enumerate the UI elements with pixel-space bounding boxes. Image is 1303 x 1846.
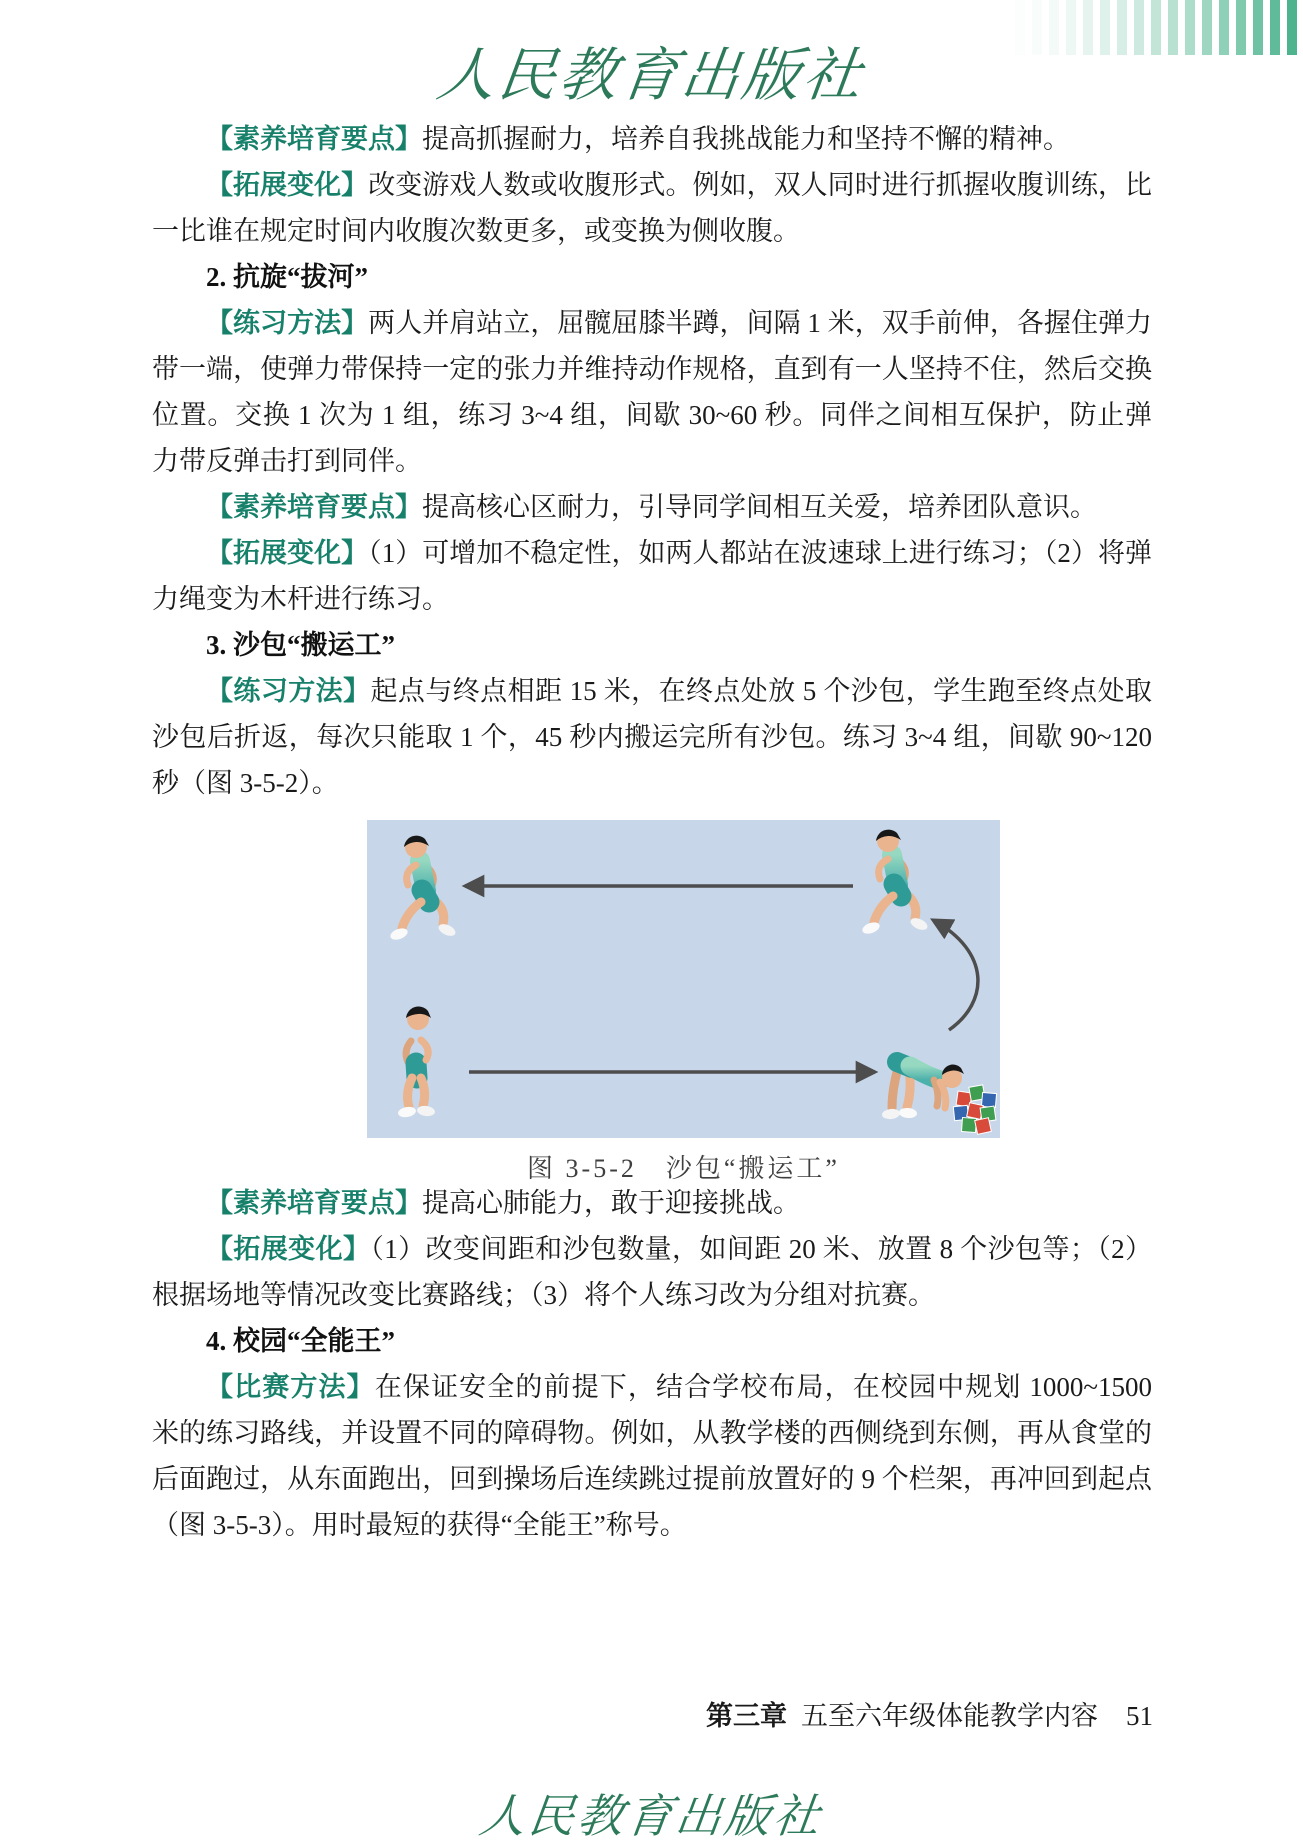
publisher-logo-top: 人民教育出版社 [433,43,869,108]
publisher-logo-bottom: 人民教育出版社 [476,1791,826,1842]
gradient-bar [1100,0,1110,55]
paragraph [152,484,1152,530]
paragraph-tag: 【拓展变化】 [206,1234,371,1264]
chapter-title: 五至六年级体能教学内容 [801,1701,1098,1731]
section-heading: 4. 校园“全能王” [206,1326,395,1356]
gradient-bar [1032,0,1042,55]
page-number: 51 [1126,1701,1153,1731]
paragraph-tag: 【练习方法】 [206,308,369,338]
header-gradient-bars [1015,0,1297,55]
paragraph-tag: 【比赛方法】 [206,1372,375,1402]
text-column-lower [152,1180,1152,1548]
paragraph [152,1226,1152,1318]
paragraph-text: 改变游戏人数或收腹形式。例如，双人同时进行抓握收腹训练，比一比谁在规定时间内收腹次数更多，或变换为侧收腹。 [152,170,1153,246]
paragraph-text: 在保证安全的前提下，结合学校布局，在校园中规划 1000~1500 米的练习路线，并设置不同的障碍物。例如，从教学楼的西侧绕到东侧，再从食堂的后面跑过，从东面跑出，回到操场后连续跳过提前放置好的 9 个栏架，再冲回到起点（图 3-5-3）。用时最短的获得“全能王”称号。 [152,1372,1153,1540]
gradient-bar [1134,0,1144,55]
gradient-bar [1151,0,1161,55]
paragraph [152,530,1152,622]
paragraph-text: 提高抓握耐力，培养自我挑战能力和坚持不懈的精神。 [422,124,1070,154]
paragraph [152,1180,1152,1226]
figure-3-5-2 [367,820,1000,1184]
paragraph-text: 起点与终点相距 15 米，在终点处放 5 个沙包，学生跑至终点处取沙包后折返，每次只能取 1 个，45 秒内搬运完所有沙包。练习 3~4 组，间歇 90~120 秒（图 3-5-2）。 [152,676,1153,798]
paragraph [152,162,1152,254]
sandbag-carrier-diagram [367,820,1000,1138]
section-heading: 3. 沙包“搬运工” [206,630,395,660]
paragraph [152,1364,1152,1548]
section-heading: 2. 抗旋“拔河” [206,262,368,292]
paragraph [152,668,1152,806]
gradient-bar [1287,0,1297,55]
page-footer [706,1694,1153,1733]
paragraph-tag: 【素养培育要点】 [206,1188,422,1218]
gradient-bar [1219,0,1229,55]
paragraph-tag: 【拓展变化】 [206,170,369,200]
paragraph-text: 提高心肺能力，敢于迎接挑战。 [422,1188,800,1218]
paragraph-tag: 【素养培育要点】 [206,492,422,522]
gradient-bar [1066,0,1076,55]
paragraph-tag: 【练习方法】 [206,676,371,706]
gradient-bar [1202,0,1212,55]
gradient-bar [1049,0,1059,55]
gradient-bar [1083,0,1093,55]
gradient-bar [1117,0,1127,55]
gradient-bar [1168,0,1178,55]
gradient-bar [1270,0,1280,55]
paragraph-text: 提高核心区耐力，引导同学间相互关爱，培养团队意识。 [422,492,1097,522]
figure-caption: 图 3-5-2 沙包“搬运工” [527,1154,840,1183]
paragraph-tag: 【拓展变化】 [206,538,369,568]
paragraph-text: （1）可增加不稳定性，如两人都站在波速球上进行练习；（2）将弹力绳变为木杆进行练习。 [152,538,1153,614]
paragraph [152,300,1152,484]
paragraph [152,116,1152,162]
gradient-bar [1185,0,1195,55]
gradient-bar [1253,0,1263,55]
gradient-bar [1236,0,1246,55]
chapter-label: 第三章 [706,1701,787,1731]
paragraph-text: （1）改变间距和沙包数量，如间距 20 米、放置 8 个沙包等；（2）根据场地等情况改变比赛路线；（3）将个人练习改为分组对抗赛。 [152,1234,1153,1310]
text-column-upper [152,116,1152,806]
paragraph-tag: 【素养培育要点】 [206,124,422,154]
paragraph-text: 两人并肩站立，屈髋屈膝半蹲，间隔 1 米，双手前伸，各握住弹力带一端，使弹力带保持一定的张力并维持动作规格，直到有一人坚持不住，然后交换位置。交换 1 次为 1 组，练习 3~4 组，间歇 30~60 秒。同伴之间相互保护，防止弹力带反弹击打到同伴。 [152,308,1152,476]
gradient-bar [1015,0,1025,55]
